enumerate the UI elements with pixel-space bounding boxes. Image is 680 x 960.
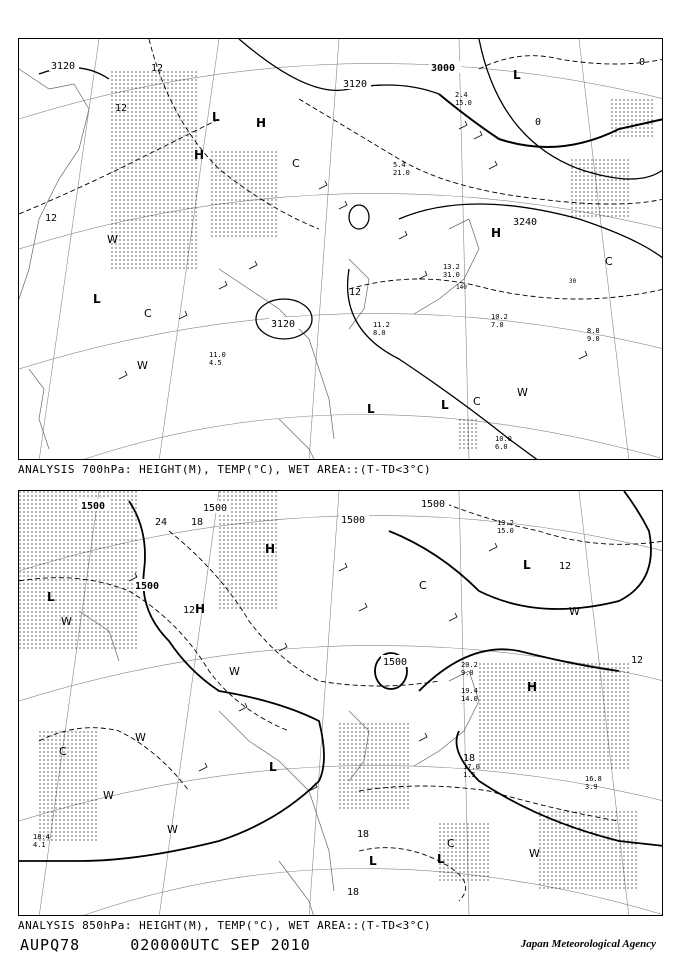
temp-label: 24	[155, 517, 168, 528]
product-line	[20, 936, 351, 954]
cold-symbol: C	[447, 837, 455, 850]
caption-850hpa: ANALYSIS 850hPa: HEIGHT(M), TEMP(°C), WET AREA::(T-TD<3°C)	[18, 919, 432, 932]
warm-symbol: W	[229, 665, 240, 678]
temp-label: 12	[151, 63, 164, 74]
coastline	[19, 69, 479, 459]
station-obs: 17.0 1.5	[463, 763, 480, 779]
height-label: 1500	[135, 581, 160, 592]
temp-label: 12	[183, 605, 196, 616]
height-label: 3120	[271, 319, 296, 330]
station-obs: 10.0 6.0	[495, 435, 512, 451]
temp-label: 18	[357, 829, 370, 840]
warm-symbol: W	[135, 731, 146, 744]
warm-symbol: W	[569, 605, 580, 618]
low-symbol: L	[437, 852, 445, 866]
low-symbol: L	[93, 292, 101, 306]
station-obs: 19.4 14.0	[461, 687, 478, 703]
station-obs: 13.2 31.0	[443, 263, 460, 279]
station-obs: 16.8 3.9	[585, 775, 602, 791]
warm-symbol: W	[517, 386, 528, 399]
wet-area	[19, 491, 639, 891]
station-obs: 18.4 4.1	[33, 833, 50, 849]
temp-label: 18	[191, 517, 204, 528]
temp-label: 12	[45, 213, 58, 224]
cold-symbol: C	[419, 579, 427, 592]
cold-symbol: C	[605, 255, 613, 268]
wind-barbs	[129, 543, 497, 791]
temp-label: 12	[115, 103, 128, 114]
station-obs: 8.8 9.0	[587, 327, 600, 343]
high-symbol: H	[265, 542, 276, 556]
high-symbol: H	[194, 148, 205, 162]
low-symbol: L	[269, 760, 277, 774]
low-symbol: L	[523, 558, 531, 572]
valid-time: 020000UTC SEP 2010	[130, 936, 311, 954]
station-obs: 13.2 15.0	[497, 519, 514, 535]
height-label: 1500	[421, 499, 446, 510]
caption-700hpa: ANALYSIS 700hPa: HEIGHT(M), TEMP(°C), WET AREA::(T-TD<3°C)	[18, 463, 432, 476]
map-850hpa-canvas	[19, 491, 663, 916]
station-obs: 5.4 21.0	[393, 161, 410, 177]
map-700hpa-canvas	[19, 39, 663, 460]
height-label: 3240	[513, 217, 538, 228]
warm-symbol: W	[61, 615, 72, 628]
low-symbol: L	[212, 110, 220, 124]
map-700hpa	[18, 38, 663, 460]
temp-label: 0	[639, 57, 646, 68]
station-obs: 2.4 15.0	[455, 91, 472, 107]
temp-label: 12	[631, 655, 644, 666]
temp-label: 12	[559, 561, 572, 572]
cold-symbol: C	[59, 745, 67, 758]
height-label: 1500	[383, 657, 408, 668]
cold-symbol: C	[292, 157, 300, 170]
warm-symbol: W	[167, 823, 178, 836]
high-symbol: H	[491, 226, 502, 240]
height-label: 1500	[81, 501, 106, 512]
low-symbol: L	[441, 398, 449, 412]
station-observations	[209, 91, 600, 451]
map-850hpa	[18, 490, 663, 916]
temp-label: 18	[347, 887, 360, 898]
station-obs: 20.2 9.0	[461, 661, 478, 677]
height-label: 3120	[343, 79, 368, 90]
high-symbol: H	[256, 116, 267, 130]
height-label: 1500	[341, 515, 366, 526]
height-label: 3000	[431, 63, 456, 74]
high-symbol: H	[527, 680, 538, 694]
high-symbol: H	[195, 602, 206, 616]
station-obs: 11.2 8.0	[373, 321, 390, 337]
cold-symbol: C	[144, 307, 152, 320]
height-label: 3120	[51, 61, 76, 72]
low-symbol: L	[513, 68, 521, 82]
height-label: 1500	[203, 503, 228, 514]
cold-symbol: C	[473, 395, 481, 408]
temp-label: 0	[535, 117, 542, 128]
warm-symbol: W	[529, 847, 540, 860]
low-symbol: L	[369, 854, 377, 868]
warm-symbol: W	[103, 789, 114, 802]
temp-label: 12	[349, 287, 362, 298]
temp-label: 18	[463, 753, 476, 764]
station-obs: 10.2 7.0	[491, 313, 508, 329]
product-code: AUPQ78	[20, 936, 81, 954]
warm-symbol: W	[107, 233, 118, 246]
wet-area	[109, 69, 654, 449]
agency-name: Japan Meteorological Agency	[520, 938, 656, 950]
warm-symbol: W	[137, 359, 148, 372]
low-symbol: L	[367, 402, 375, 416]
temp-label: 30	[569, 278, 577, 285]
station-obs: 11.0 4.5	[209, 351, 226, 367]
low-symbol: L	[47, 590, 55, 604]
temp-label: 140	[456, 284, 467, 291]
